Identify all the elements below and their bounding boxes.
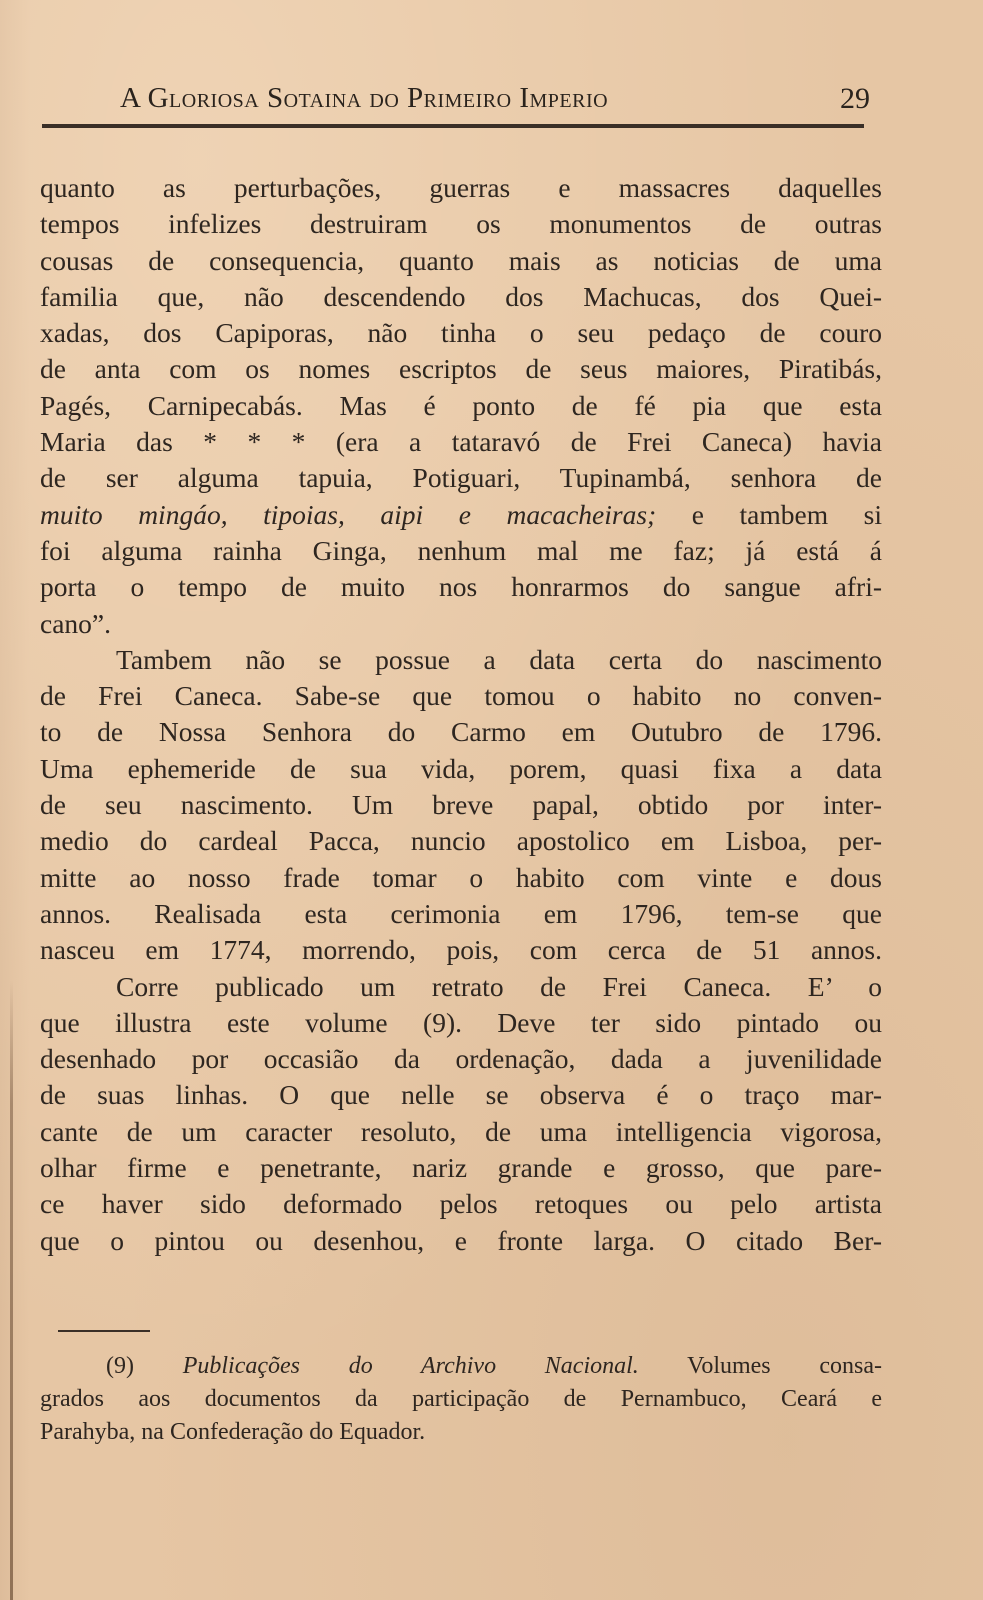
text-line: medio do cardeal Pacca, nuncio apostolico em Lisboa, per- [40, 825, 882, 857]
book-gutter-shadow [10, 980, 13, 1600]
text-line: de Frei Caneca. Sabe-se que tomou o habito no conven- [40, 680, 882, 712]
text-line: annos. Realisada esta cerimonia em 1796, tem-se que [40, 897, 882, 929]
text-line: Pagés, Carnipecabás. Mas é ponto de fé pia que esta [40, 389, 882, 421]
text-line: foi alguma rainha Ginga, nenhum mal me faz; já está á [40, 534, 882, 566]
roman-phrase: e tambem si [656, 498, 882, 530]
text-line: familia que, não descendendo dos Machucas, dos Quei- [40, 280, 882, 312]
text-line: desenhado por occasião da ordenação, dada a juvenilidade [40, 1043, 882, 1075]
header-rule [42, 124, 864, 128]
paragraph-start-line: Corre publicado um retrato de Frei Caneca. E’ o [116, 970, 882, 1002]
text-line: de seu nascimento. Um breve papal, obtido por inter- [40, 789, 882, 821]
footnote-marker: (9) [106, 1353, 134, 1379]
text-line: nasceu em 1774, morrendo, pois, com cerca de 51 annos. [40, 934, 882, 966]
page-number: 29 [840, 82, 870, 115]
footnotes [40, 1350, 882, 1449]
text-line: quanto as perturbações, guerras e massacres daquelles [40, 172, 882, 203]
text-line: cante de um caracter resoluto, de uma intelligencia vigorosa, [40, 1115, 882, 1147]
text-line: de suas linhas. O que nelle se observa é o traço mar- [40, 1079, 882, 1111]
footnote-line [40, 1350, 882, 1383]
text-line-italic [40, 497, 882, 533]
text-line: Uma ephemeride de sua vida, porem, quasi fixa a data [40, 752, 882, 784]
text-line: Maria das * * * (era a tataravó de Frei Caneca) havia [40, 426, 882, 458]
footnote-line: grados aos documentos da participação de Pernambuco, Ceará e [40, 1386, 882, 1412]
text-line: cano”. [40, 607, 111, 639]
footnote-rule [58, 1330, 150, 1332]
footnote-text: Volumes consa- [638, 1353, 882, 1379]
text-line: ce haver sido deformado pelos retoques ou pelo artista [40, 1188, 882, 1220]
running-head [40, 82, 900, 122]
footnote-title: Publicações do Archivo Nacional. [182, 1353, 639, 1379]
text-line: xadas, dos Capiporas, não tinha o seu pedaço de couro [40, 317, 882, 349]
italic-phrase: muito mingáo, tipoias, aipi e macacheiras; [40, 498, 657, 530]
text-line: olhar firme e penetrante, nariz grande e grosso, que pare- [40, 1152, 882, 1184]
running-title: A Gloriosa Sotaina do Primeiro Imperio [120, 82, 609, 114]
text-line: cousas de consequencia, quanto mais as noticias de uma [40, 244, 882, 276]
text-line: tempos infelizes destruiram os monumentos de outras [40, 208, 882, 240]
text-line: to de Nossa Senhora do Carmo em Outubro de 1796. [40, 716, 882, 748]
text-line: mitte ao nosso frade tomar o habito com vinte e dous [40, 861, 882, 893]
body-text [40, 170, 882, 1259]
footnote-line: Parahyba, na Confederação do Equador. [40, 1419, 426, 1445]
text-line: de anta com os nomes escriptos de seus maiores, Piratibás, [40, 353, 882, 385]
text-line: que o pintou ou desenhou, e fronte larga. O citado Ber- [40, 1224, 882, 1256]
text-line: que illustra este volume (9). Deve ter sido pintado ou [40, 1006, 882, 1038]
text-line: porta o tempo de muito nos honrarmos do sangue afri- [40, 571, 882, 603]
paragraph-start-line: Tambem não se possue a data certa do nascimento [116, 643, 882, 675]
text-line: de ser alguma tapuia, Potiguari, Tupinambá, senhora de [40, 462, 882, 494]
